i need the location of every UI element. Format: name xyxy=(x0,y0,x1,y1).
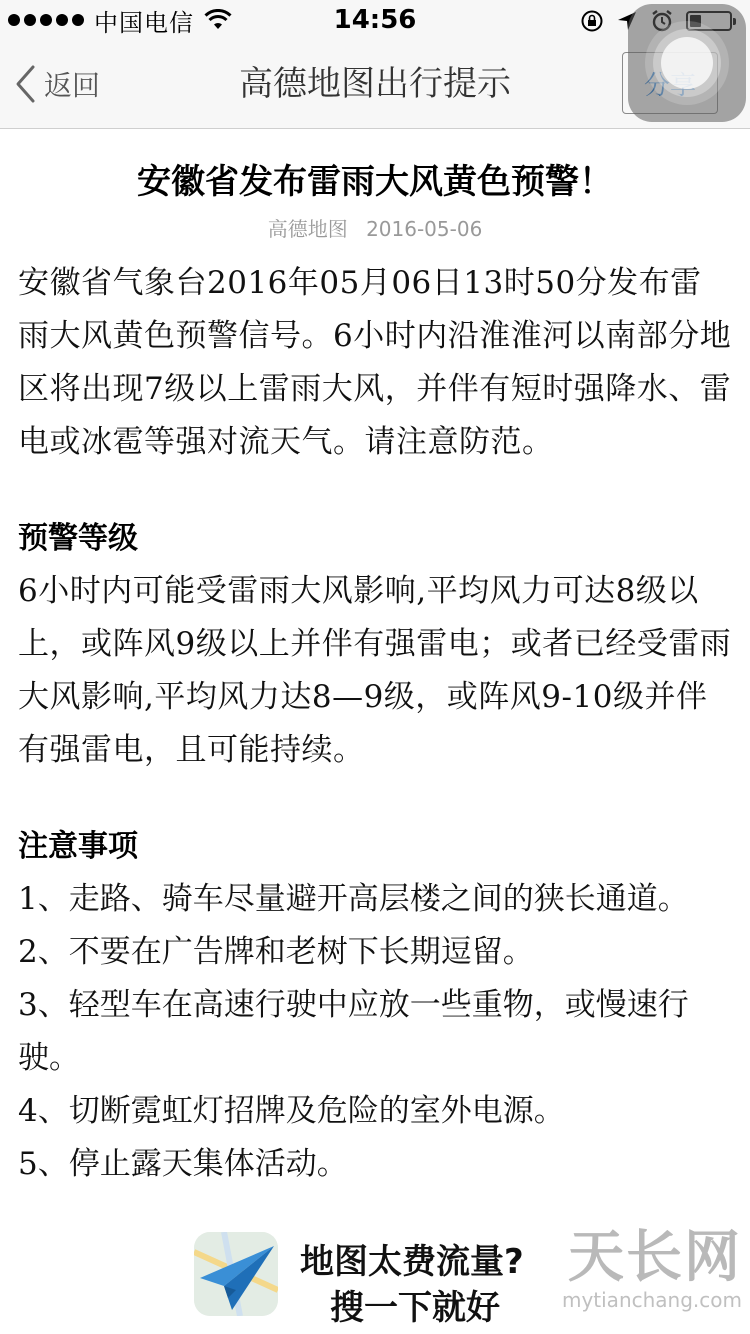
article xyxy=(0,129,750,1191)
watermark-url: mytianchang.com xyxy=(561,1288,742,1312)
back-button-label: 返回 xyxy=(44,69,101,102)
banner-subline: 搜一下就好 xyxy=(330,1288,500,1328)
section-text-level: 6小时内可能受雷雨大风影响,平均风力可达8级以上，或阵风9级以上并伴有强雷电；或者已经受雷雨大风影响,平均风力达8—9级，或阵风9-10级并伴有强雷电，且可能持续。 xyxy=(18,573,732,768)
article-source: 高德地图 xyxy=(267,217,348,241)
carrier-label: 中国电信 xyxy=(94,8,194,37)
status-time: 14:56 xyxy=(333,5,417,35)
list-item: 3、轻型车在高速行驶中应放一些重物，或慢速行驶。 xyxy=(18,987,689,1076)
page-title: 高德地图出行提示 xyxy=(239,64,511,104)
article-intro: 安徽省气象台2016年05月06日13时50分发布雷雨大风黄色预警信号。6小时内沿淮淮河以南部分地区将出现7级以上雷雨大风，并伴有短时强降水、雷电或冰雹等强对流天气。请注意防范。 xyxy=(18,265,732,460)
banner-headline: 地图太费流量? xyxy=(300,1242,524,1282)
list-item: 5、停止露天集体活动。 xyxy=(18,1146,348,1182)
article-title: 安徽省发布雷雨大风黄色预警！ xyxy=(137,162,613,202)
list-item: 1、走路、骑车尽量避开高层楼之间的狭长通道。 xyxy=(18,881,689,917)
rotation-lock-icon xyxy=(580,9,604,33)
watermark-logo: 天长网 xyxy=(568,1225,742,1290)
list-item: 2、不要在广告牌和老树下长期逗留。 xyxy=(18,934,534,970)
assistive-touch-button[interactable] xyxy=(628,4,746,122)
notes-list xyxy=(0,873,750,1191)
section-heading-level: 预警等级 xyxy=(18,521,138,556)
paper-plane-icon xyxy=(194,1232,278,1316)
section-heading-notes: 注意事项 xyxy=(18,829,138,864)
article-date: 2016-05-06 xyxy=(366,217,483,241)
article-meta xyxy=(0,215,750,243)
list-item: 4、切断霓虹灯招牌及危险的室外电源。 xyxy=(18,1093,565,1129)
watermark xyxy=(561,1225,742,1312)
promo-banner[interactable] xyxy=(0,1224,750,1334)
